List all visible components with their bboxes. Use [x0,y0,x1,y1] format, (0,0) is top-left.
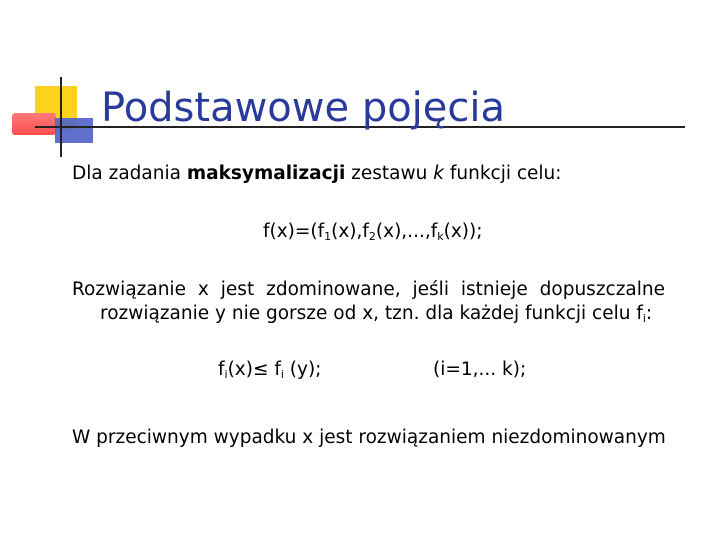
conclusion-text: W przeciwnym wypadku x jest rozwiązaniem niezdominowanym [72,427,666,448]
index-range-formula: (i=1,... k); [433,359,527,380]
decor-red-bar [12,113,56,135]
objective-vector-formula: $f(x)=(f_1(x),f_2(x),...,f_k(x))$; [263,221,483,243]
dominance-definition-line1: Rozwiązanie x jest zdominowane, jeśli istnieje dopuszczalne [72,279,665,300]
dominance-definition-line2: rozwiązanie y nie gorsze od x, tzn. dla każdej funkcji celu $f_i$: [100,303,653,325]
decor-vertical-line [60,77,62,157]
intro-text: Dla zadania maksymalizacji zestawu k funkcji celu: [72,163,562,184]
slide-title: Podstawowe pojęcia [101,85,506,131]
inequality-formula: $f_i(x)\le f_i$ (y); [218,359,322,381]
